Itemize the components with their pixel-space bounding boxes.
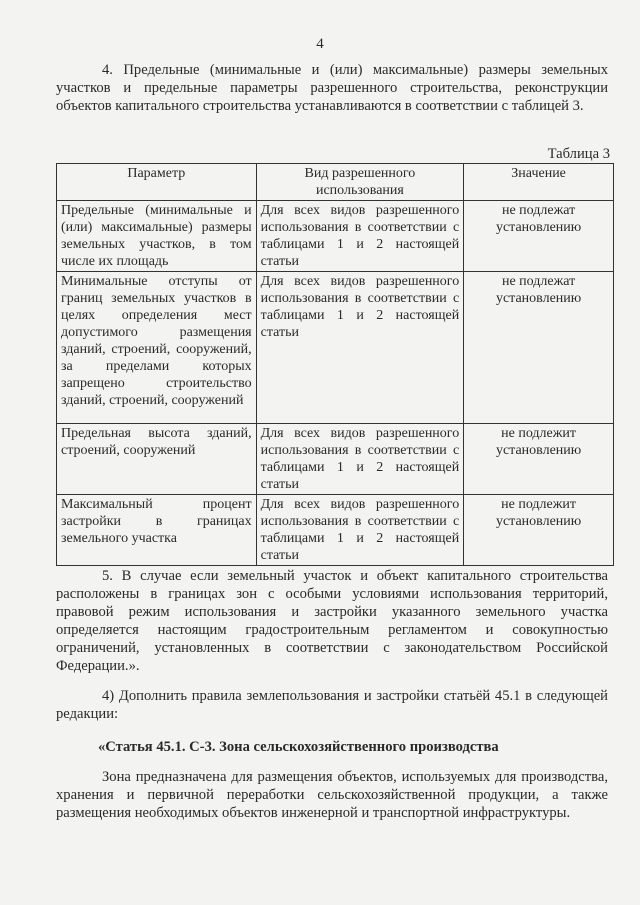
table-header-row: [57, 164, 614, 201]
cell-parameter: Минимальные отступы от границ земельных участков в целях определения мест допустимого размещения зданий, строений, сооружений, за пределами которых запрещено строительство зданий, строений, сооружений: [57, 272, 257, 424]
table-row: [57, 495, 614, 566]
header-parameter: Параметр: [57, 164, 257, 201]
paragraph-limit-sizes: 4. Предельные (минимальные и (или) максимальные) размеры земельных участков и предельные параметры разрешенного строительства, реконструкции объектов капитального строительства устанавливаются в соответствии с таблицей 3.: [56, 62, 608, 114]
cell-value: не подлежат установлению: [464, 272, 614, 424]
table-caption: Таблица 3: [547, 146, 610, 162]
cell-value: не подлежат установлению: [464, 201, 614, 272]
header-value: Значение: [464, 164, 614, 201]
cell-value: не подлежит установлению: [464, 424, 614, 495]
cell-value: не подлежит установлению: [464, 495, 614, 566]
cell-permitted-use: Для всех видов разрешенного использования в соответствии с таблицами 1 и 2 настоящей статьи: [256, 201, 464, 272]
cell-parameter: Максимальный процент застройки в границах земельного участка: [57, 495, 257, 566]
paragraph-amendment: 4) Дополнить правила землепользования и застройки статьёй 45.1 в следующей редакции:: [56, 688, 608, 722]
table-row: [57, 201, 614, 272]
cell-permitted-use: Для всех видов разрешенного использования в соответствии с таблицами 1 и 2 настоящей статьи: [256, 272, 464, 424]
parameters-table: [56, 163, 614, 566]
header-permitted-use: Вид разрешенного использования: [256, 164, 464, 201]
cell-parameter: Предельная высота зданий, строений, сооружений: [57, 424, 257, 495]
paragraph-zone-description: Зона предназначена для размещения объектов, используемых для производства, хранения и первичной переработки сельскохозяйственной продукции, а также размещения необходимых объектов инженерной и транспортной инфраструктуры.: [56, 769, 608, 821]
article-heading: «Статья 45.1. С-3. Зона сельскохозяйственного производства: [98, 739, 499, 755]
page-number: 4: [316, 36, 324, 52]
cell-permitted-use: Для всех видов разрешенного использования в соответствии с таблицами 1 и 2 настоящей статьи: [256, 424, 464, 495]
table-row: [57, 272, 614, 424]
paragraph-special-zones: 5. В случае если земельный участок и объект капитального строительства расположены в границах зон с особыми условиями использования территорий, правовой режим использования и застройки указанного земельного участка определяется настоящим градостроительным регламентом и совокупностью ограничений, установленных в соответствии с законодательством Российской Федерации.».: [56, 568, 608, 674]
table-row: [57, 424, 614, 495]
cell-permitted-use: Для всех видов разрешенного использования в соответствии с таблицами 1 и 2 настоящей статьи: [256, 495, 464, 566]
cell-parameter: Предельные (минимальные и (или) максимальные) размеры земельных участков, в том числе их площадь: [57, 201, 257, 272]
